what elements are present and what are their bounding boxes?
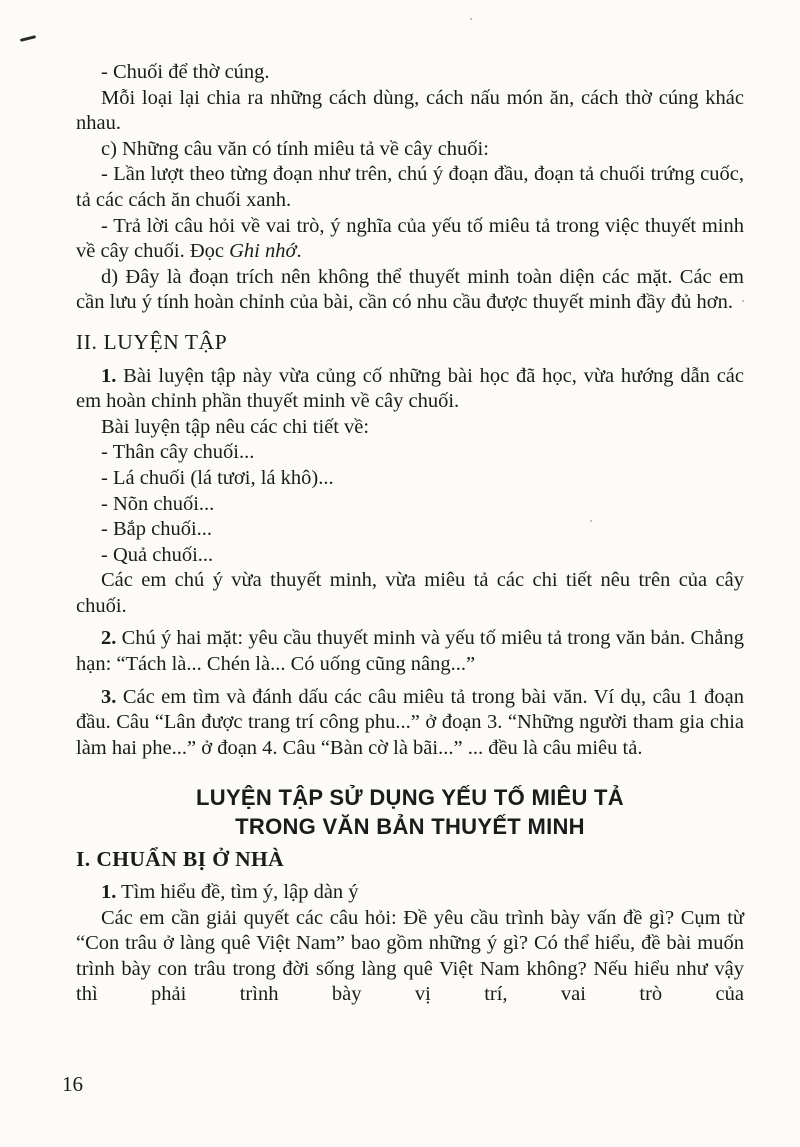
bullet-bap-chuoi: - Bắp chuối...: [101, 518, 213, 541]
bullet-tra-loi: [76, 214, 744, 265]
exercise-3: [76, 685, 744, 762]
para-neu-chi-tiet: Bài luyện tập nêu các chi tiết về:: [101, 415, 370, 438]
exercise-1-number: 1.: [101, 364, 117, 387]
bullet-qua-chuoi: - Quả chuối...: [101, 543, 214, 566]
bullet-chuoi-tho-cung: - Chuối để thờ cúng.: [101, 61, 270, 83]
exercise-1: [76, 364, 744, 415]
exercise-1-text: Bài luyện tập này vừa củng cố những bài học đã học, vừa hướng dẫn các em hoàn chỉnh phần thuyết minh về cây chuối.: [76, 364, 744, 413]
ink-smudge-mark: [20, 35, 36, 42]
para-cau-hoi: Các em cần giải quyết các câu hỏi: Đề yêu cầu trình bày vấn đề gì? Cụm từ “Con trâu ở làng quê Việt Nam” bao gồm những ý gì? Có thể hiểu, đề bài muốn trình bày con trâu trong đời sống làng quê Việt Nam không? Nếu hiểu như vậy thì phải trình bày vị trí, vai trò của: [76, 906, 744, 1006]
para-item-c: c) Những câu văn có tính miêu tả về cây chuối:: [101, 137, 489, 160]
bullet-non-chuoi: - Nõn chuối...: [101, 492, 215, 515]
page-number: 16: [62, 1072, 83, 1096]
bullet-tra-loi-text: - Trả lời câu hỏi về vai trò, ý nghĩa của yếu tố miêu tả trong việc thuyết minh về cây chuối. Đọc: [76, 214, 744, 263]
exercise-2: [76, 626, 744, 677]
bullet-lan-luot: - Lần lượt theo từng đoạn như trên, chú ý đoạn đầu, đoạn tả chuối trứng cuốc, tả các cách ăn chuối xanh.: [76, 163, 744, 211]
exercise-3-number: 3.: [101, 685, 117, 708]
exercise-2-number: 2.: [101, 627, 117, 650]
para-item-d: d) Đây là đoạn trích nên không thể thuyết minh toàn diện các mặt. Các em cần lưu ý tính hoàn chỉnh của bài, cần có nhu cầu được thuyết minh đầy đủ hơn.: [76, 265, 744, 314]
chapter-title-line-2: TRONG VĂN BẢN THUYẾT MINH: [235, 814, 585, 840]
para-chu-y: Các em chú ý vừa thuyết minh, vừa miêu tả các chi tiết nêu trên của cây chuối.: [76, 569, 744, 617]
exercise-3-text: Các em tìm và đánh dấu các câu miêu tả trong bài văn. Ví dụ, câu 1 đoạn đầu. Câu “Lân được trang trí công phu...” ở đoạn 3. “Những người tham gia chia làm hai phe...” ở đoạn 4. Câu “Bàn cờ là bãi...” ... đều là câu miêu tả.: [76, 685, 745, 759]
chapter-title-line-1: LUYỆN TẬP SỬ DỤNG YẾU TỐ MIÊU TẢ: [196, 785, 624, 811]
bullet-than-cay: - Thân cây chuối...: [101, 441, 255, 464]
exercise-2-text: Chú ý hai mặt: yêu cầu thuyết minh và yếu tố miêu tả trong văn bản. Chẳng hạn: “Tách là... Chén là... Có uống cũng nâng...”: [76, 627, 744, 676]
section-heading-chuan-bi: I. CHUẨN BỊ Ở NHÀ: [76, 847, 285, 872]
step-1-number: 1.: [101, 881, 117, 904]
page-text: [76, 60, 744, 1008]
step-1-text: Tìm hiểu đề, tìm ý, lập dàn ý: [121, 881, 359, 904]
chapter-title: [76, 783, 744, 841]
bullet-tra-loi-period: .: [296, 240, 302, 263]
para-moi-loai: Mỗi loại lại chia ra những cách dùng, cách nấu món ăn, cách thờ cúng khác nhau.: [76, 86, 744, 135]
scan-speck: [470, 18, 472, 20]
bullet-la-chuoi: - Lá chuối (lá tươi, lá khô)...: [101, 466, 334, 489]
ghi-nho-reference: Ghi nhớ: [229, 240, 297, 263]
section-heading-luyen-tap: II. LUYỆN TẬP: [76, 329, 228, 354]
step-1: [76, 880, 744, 906]
